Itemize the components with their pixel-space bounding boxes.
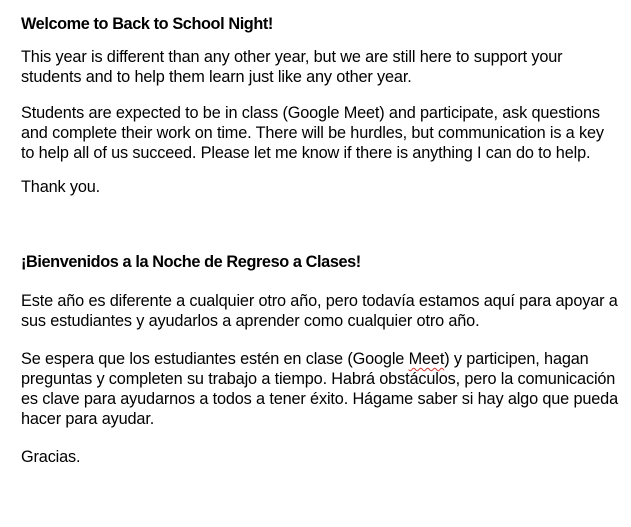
- spanish-paragraph-2-start: Se espera que los estudiantes estén en clase (Google: [21, 350, 409, 368]
- spanish-paragraph-2-end: ) y participen, hagan preguntas y completen su trabajo a tiempo. Habrá obstáculos, pero la comunicación es clave para ayudarnos a todos a tener éxito. Hágame saber si hay algo que pueda hacer para ayudar.: [21, 350, 618, 428]
- spellcheck-flagged-word[interactable]: Meet: [408, 350, 445, 368]
- english-closing: Thank you.: [21, 178, 101, 196]
- spanish-heading: ¡Bienvenidos a la Noche de Regreso a Clases!: [21, 253, 361, 271]
- english-paragraph-1: This year is different than any other year, but we are still here to support your students and to help them learn just like any other year.: [21, 48, 563, 86]
- spanish-closing: Gracias.: [21, 448, 81, 466]
- spanish-paragraph-2: [21, 349, 621, 429]
- english-paragraph-2: Students are expected to be in class (Google Meet) and participate, ask questions and complete their work on time. There will be hurdles, but communication is a key to help all of us succeed. Please let me know if there is anything I can do to help.: [21, 104, 604, 162]
- spanish-paragraph-1: Este año es diferente a cualquier otro año, pero todavía estamos aquí para apoyar a sus estudiantes y ayudarlos a aprender como cualquier otro año.: [21, 292, 618, 330]
- document-body: [21, 14, 621, 467]
- english-heading: Welcome to Back to School Night!: [21, 15, 273, 33]
